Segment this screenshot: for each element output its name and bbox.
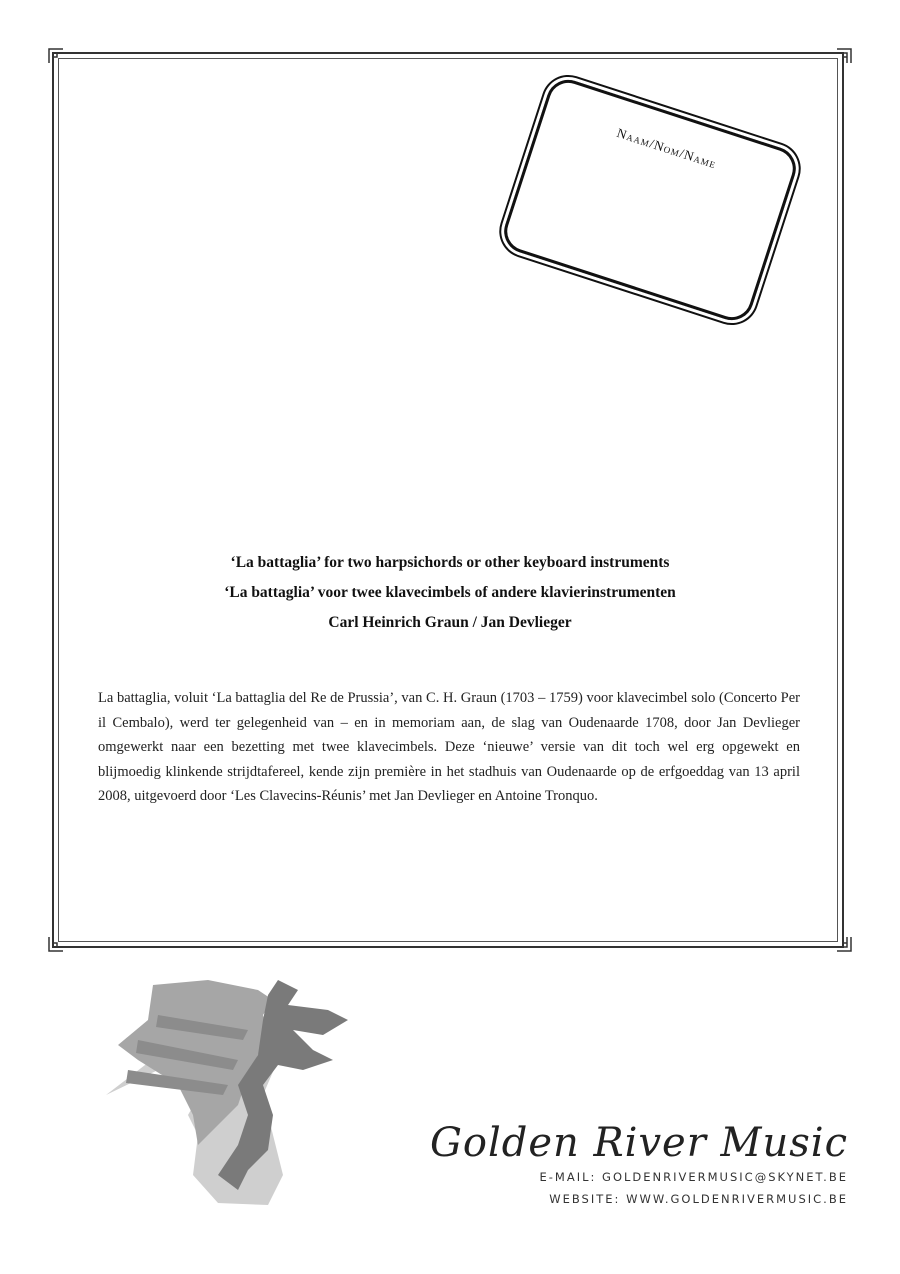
title-block xyxy=(60,548,840,638)
publisher-email[interactable]: E-MAIL: GOLDENRIVERMUSIC@SKYNET.BE xyxy=(539,1170,848,1184)
corner-ornament-top-right xyxy=(836,48,852,64)
publisher-name: Golden River Music xyxy=(429,1120,848,1166)
publisher-website[interactable]: WEBSITE: WWW.GOLDENRIVERMUSIC.BE xyxy=(549,1192,848,1206)
description-paragraph: La battaglia, voluit ‘La battaglia del Re de Prussia’, van C. H. Graun (1703 – 1759) voor klavecimbel solo (Concerto Per il Cembalo), werd ter gelegenheid van – en in memoriam aan, de slag van Oudenaarde 1708, door Jan Devlieger omgewerkt naar een bezetting met twee klavecimbels. Deze ‘nieuwe’ versie van dit toch wel erg opgewekt en blijmoedig klinkende strijdtafereel, kende zijn première in het stadhuis van Oudenaarde op de erfgoeddag van 13 april 2008, uitgevoerd door ‘Les Clavecins-Réunis’ met Jan Devlieger en Antoine Tronquo. xyxy=(98,690,800,805)
title-dutch: ‘La battaglia’ voor twee klavecimbels of andere klavierinstrumenten xyxy=(224,584,676,601)
publisher-block xyxy=(430,1120,848,1210)
corner-ornament-bottom-left xyxy=(48,936,64,952)
title-english: ‘La battaglia’ for two harpsichords or other keyboard instruments xyxy=(230,554,670,571)
corner-ornament-top-left xyxy=(48,48,64,64)
golden-river-logo xyxy=(98,975,378,1215)
composers: Carl Heinrich Graun / Jan Devlieger xyxy=(328,614,572,631)
corner-ornament-bottom-right xyxy=(836,936,852,952)
name-label-text: Naam/Nom/Name xyxy=(615,124,719,172)
